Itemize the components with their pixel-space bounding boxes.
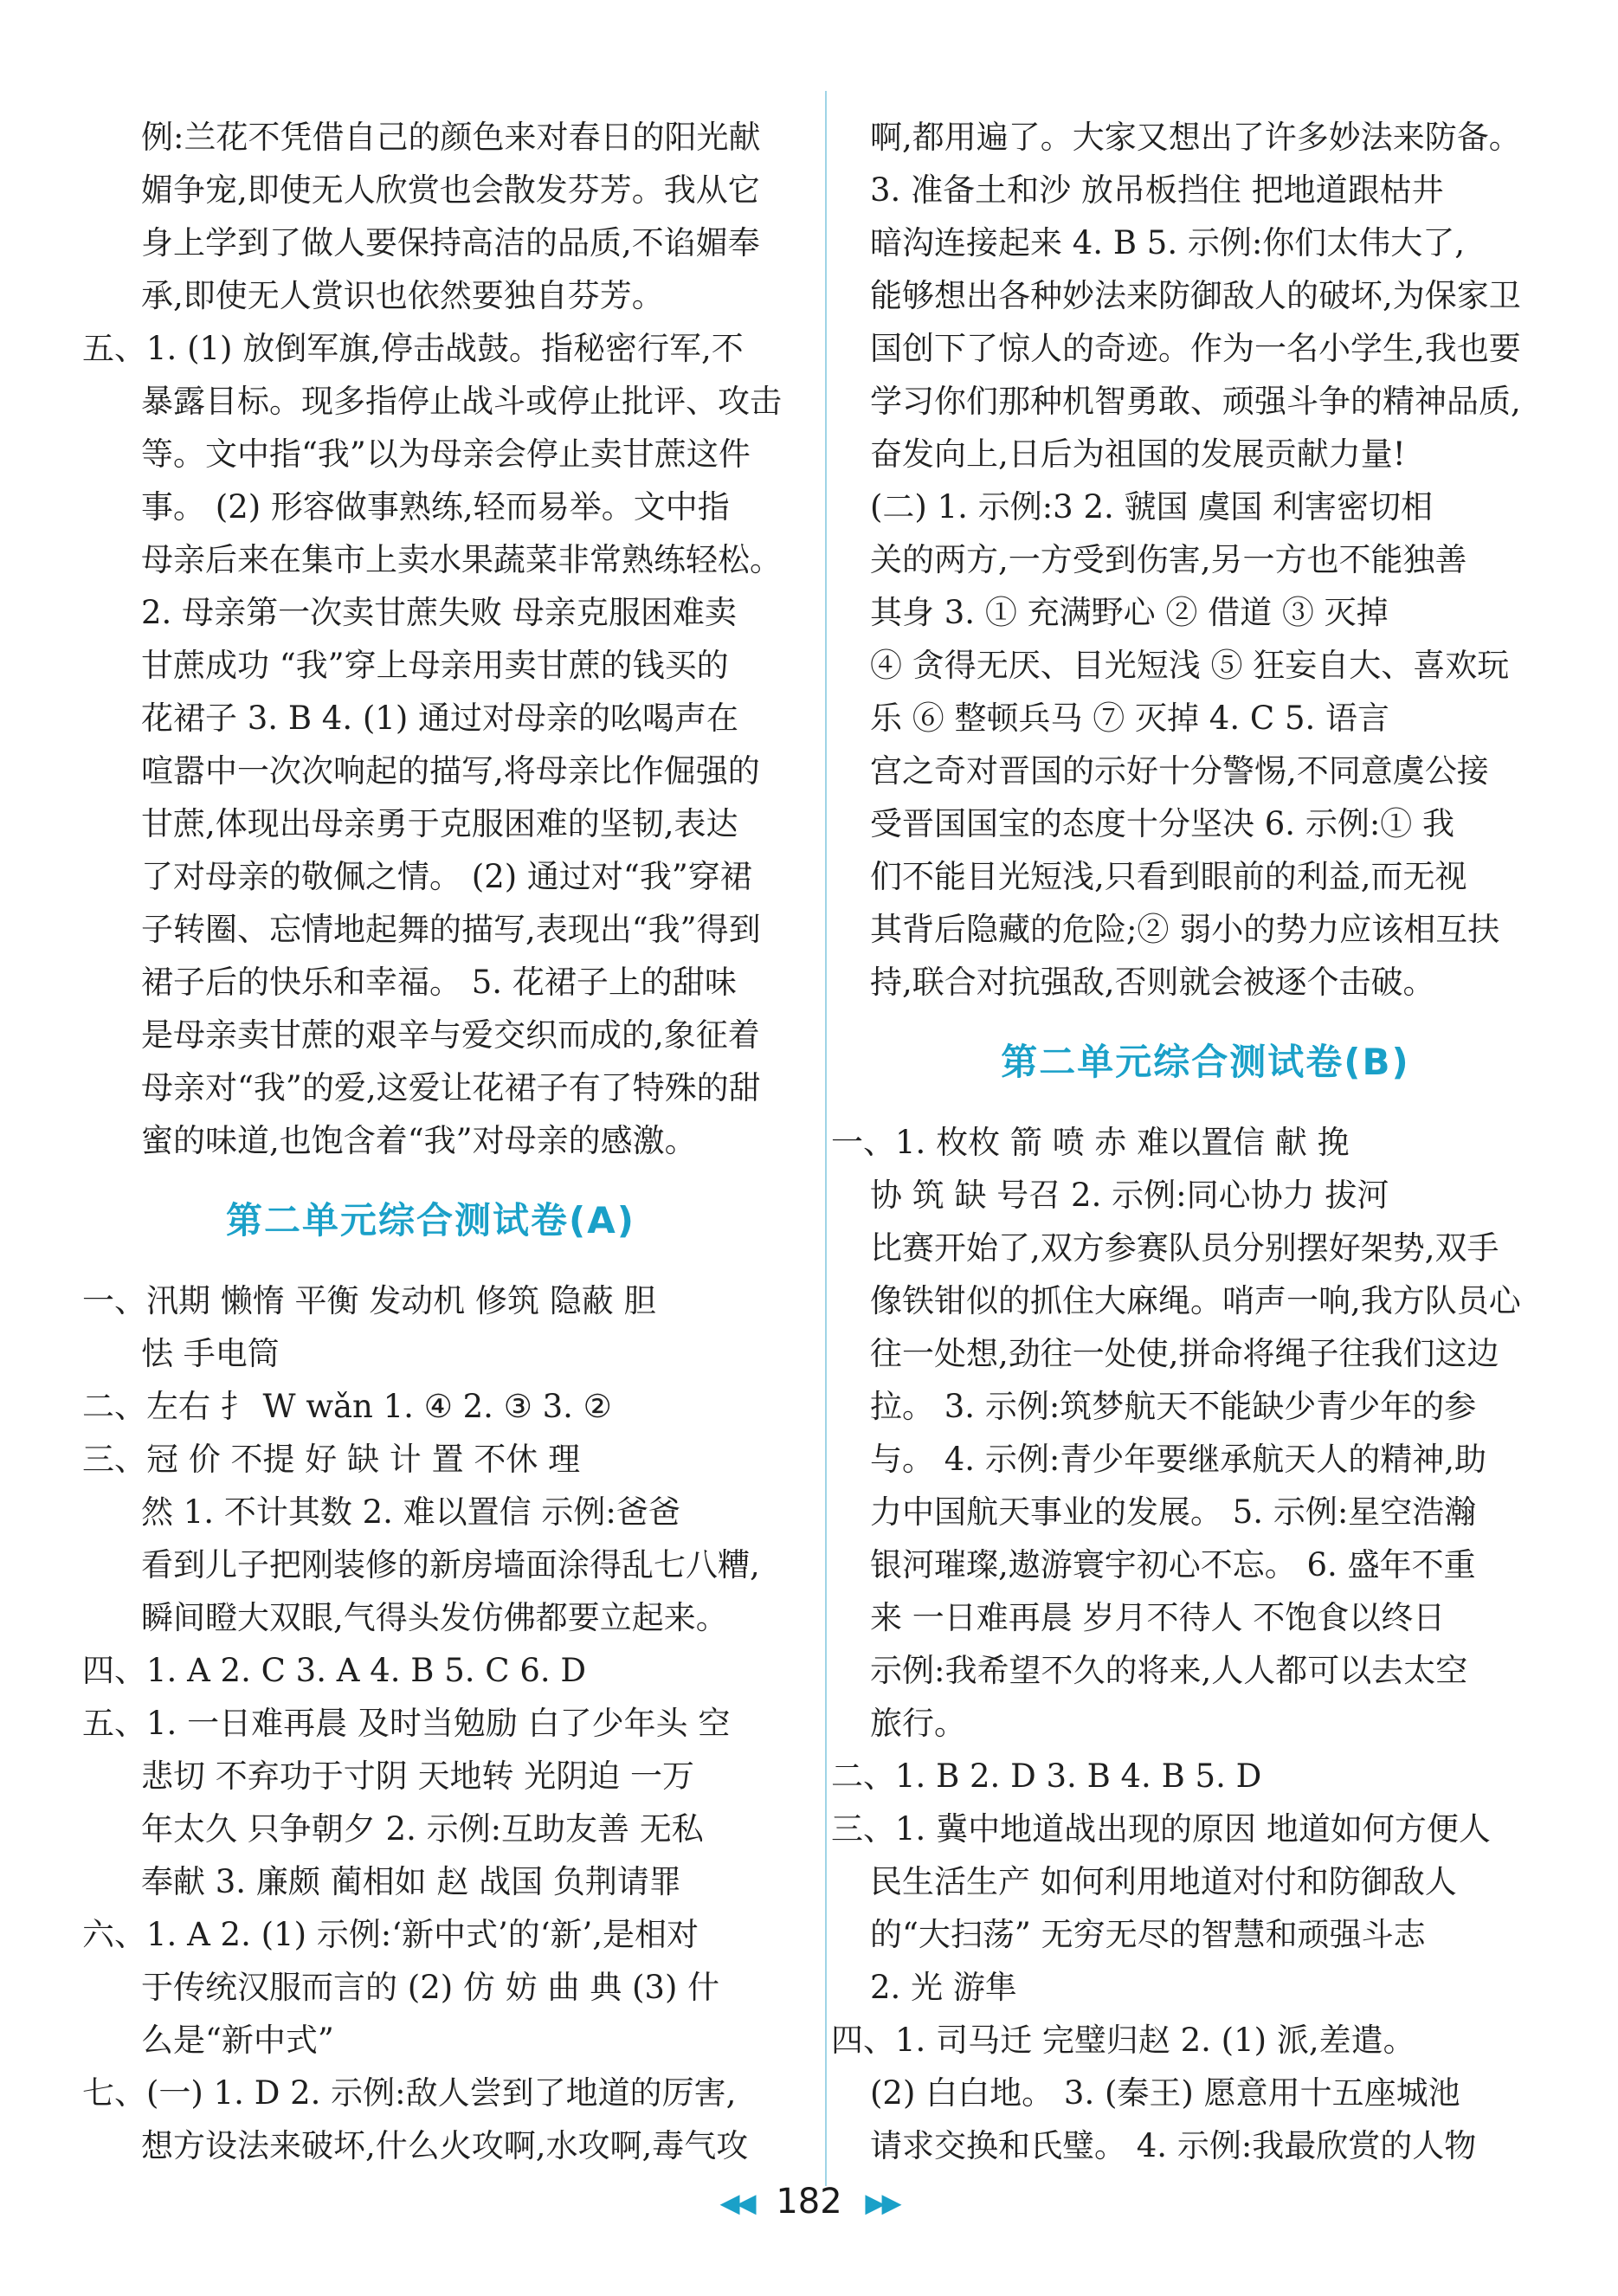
answer-line: ④ 贪得无厌、目光短浅 ⑤ 狂妄自大、喜欢玩 [870, 647, 1510, 684]
answer-line: 其背后隐藏的危险;② 弱小的势力应该相互扶 [870, 911, 1500, 948]
answer-line: 三、冠 价 不提 好 缺 计 置 不休 理 [82, 1441, 581, 1478]
answer-line: 奋发向上,日后为祖国的发展贡献力量! [870, 435, 1406, 473]
answer-line: 国创下了惊人的奇迹。作为一名小学生,我也要 [870, 330, 1521, 367]
section-heading: 第二单元综合测试卷(B) [1001, 1041, 1410, 1083]
answer-line: 们不能目光短浅,只看到眼前的利益,而无视 [870, 858, 1467, 895]
answer-line: 身上学到了做人要保持高洁的品质,不谄媚奉 [141, 224, 760, 261]
answer-line: 的“大扫荡” 无穷无尽的智慧和顽强斗志 [870, 1916, 1426, 1953]
answer-line: 暗沟连接起来 4. B 5. 示例:你们太伟大了, [870, 224, 1466, 261]
answer-line: 六、1. A 2. (1) 示例:‘新中式’的‘新’,是相对 [82, 1916, 699, 1953]
answer-line: 么是“新中式” [141, 2022, 334, 2059]
prev-arrows-icon: ◀◀ [719, 2188, 753, 2219]
answer-line: 关的两方,一方受到伤害,另一方也不能独善 [870, 541, 1467, 578]
answer-line: 于传统汉服而言的 (2) 仿 妨 曲 典 (3) 什 [141, 1969, 720, 2006]
answer-line: 示例:我希望不久的将来,人人都可以去太空 [870, 1652, 1468, 1689]
answer-line: 五、1. 一日难再晨 及时当勉励 白了少年头 空 [82, 1705, 731, 1742]
answer-line: 一、汛期 懒惰 平衡 发动机 修筑 隐蔽 胆 [82, 1282, 656, 1319]
answer-line: 像铁钳似的抓住大麻绳。哨声一响,我方队员心 [870, 1282, 1521, 1319]
column-divider [825, 91, 827, 2186]
answer-line: 奉献 3. 廉颇 蔺相如 赵 战国 负荆请罪 [141, 1863, 681, 1900]
page-footer [0, 2182, 1618, 2222]
answer-line: 请求交换和氏璧。 4. 示例:我最欣赏的人物 [870, 2127, 1477, 2164]
answer-line: 蜜的味道,也饱含着“我”对母亲的感激。 [141, 1122, 697, 1159]
answer-line: 七、(一) 1. D 2. 示例:敌人尝到了地道的厉害, [82, 2074, 737, 2112]
answer-line: 暴露目标。现多指停止战斗或停止批评、攻击 [141, 383, 782, 420]
answer-line: 力中国航天事业的发展。 5. 示例:星空浩瀚 [870, 1493, 1477, 1531]
next-arrows-icon: ▶▶ [865, 2188, 899, 2219]
answer-line: 协 筑 缺 号召 2. 示例:同心协力 拔河 [870, 1177, 1389, 1214]
answer-line: 受晋国国宝的态度十分坚决 6. 示例:① 我 [870, 805, 1455, 842]
answer-line: 比赛开始了,双方参赛队员分别摆好架势,双手 [870, 1229, 1499, 1267]
answer-line: 四、1. 司马迁 完璧归赵 2. (1) 派,差遣。 [831, 2022, 1415, 2059]
answer-line: 年太久 只争朝夕 2. 示例:互助友善 无私 [141, 1810, 704, 1848]
right-column [831, 111, 1541, 2172]
answer-line: 了对母亲的敬佩之情。 (2) 通过对“我”穿裙 [141, 858, 752, 895]
answer-line: 承,即使无人赏识也依然要独自芬芳。 [141, 277, 664, 314]
answer-line: 花裙子 3. B 4. (1) 通过对母亲的吆喝声在 [141, 700, 739, 737]
answer-line: 民生活生产 如何利用地道对付和防御敌人 [870, 1863, 1457, 1900]
answer-line: 来 一日难再晨 岁月不待人 不饱食以终日 [870, 1599, 1446, 1636]
answer-line: 悲切 不弃功于寸阴 天地转 光阴迫 一万 [141, 1757, 695, 1795]
answer-line: 事。 (2) 形容做事熟练,轻而易举。文中指 [141, 488, 730, 526]
answer-line: 是母亲卖甘蔗的艰辛与爱交织而成的,象征着 [141, 1016, 760, 1054]
answer-line: 子转圈、忘情地起舞的描写,表现出“我”得到 [141, 911, 761, 948]
answer-line: (二) 1. 示例:3 2. 虢国 虞国 利害密切相 [870, 488, 1434, 526]
page-number: 182 [776, 2182, 842, 2222]
left-column [82, 111, 782, 2172]
answer-line: 持,联合对抗强敌,否则就会被逐个击破。 [870, 964, 1435, 1001]
answer-line: 三、1. 冀中地道战出现的原因 地道如何方便人 [831, 1810, 1491, 1848]
answer-line: 甘蔗,体现出母亲勇于克服困难的坚韧,表达 [141, 805, 738, 842]
answer-line: 甘蔗成功 “我”穿上母亲用卖甘蔗的钱买的 [141, 647, 729, 684]
answer-line: 裙子后的快乐和幸福。 5. 花裙子上的甜味 [141, 964, 737, 1001]
answer-line: 3. 准备土和沙 放吊板挡住 把地道跟枯井 [870, 171, 1444, 209]
answer-line: 二、1. B 2. D 3. B 4. B 5. D [831, 1757, 1262, 1795]
section-heading: 第二单元综合测试卷(A) [226, 1199, 635, 1242]
answer-line: 往一处想,劲往一处使,拼命将绳子往我们这边 [870, 1335, 1499, 1372]
answer-line: 看到儿子把刚装修的新房墙面涂得乱七八糟, [141, 1546, 760, 1583]
answer-line: 与。 4. 示例:青少年要继承航天人的精神,助 [870, 1441, 1487, 1478]
answer-line: 怯 手电筒 [141, 1335, 280, 1372]
answer-line: 媚争宠,即使无人欣赏也会散发芬芳。我从它 [141, 171, 760, 209]
answer-line: 喧嚣中一次次响起的描写,将母亲比作倔强的 [141, 752, 760, 790]
answer-line: 2. 光 游隼 [870, 1969, 1017, 2006]
answer-line: 二、左右 扌 W wǎn 1. ④ 2. ③ 3. ② [82, 1388, 612, 1425]
answer-line: 旅行。 [870, 1705, 966, 1742]
answer-line: 瞬间瞪大双眼,气得头发仿佛都要立起来。 [141, 1599, 728, 1636]
answer-line: 能够想出各种妙法来防御敌人的破坏,为保家卫 [870, 277, 1521, 314]
answer-line: 学习你们那种机智勇敢、顽强斗争的精神品质, [870, 383, 1521, 420]
answer-line: 例:兰花不凭借自己的颜色来对春日的阳光献 [141, 119, 761, 156]
answer-line: 等。文中指“我”以为母亲会停止卖甘蔗这件 [141, 435, 751, 473]
answer-line: 乐 ⑥ 整顿兵马 ⑦ 灭掉 4. C 5. 语言 [870, 700, 1390, 737]
answer-line: 银河璀璨,遨游寰宇初心不忘。 6. 盛年不重 [870, 1546, 1476, 1583]
answer-line: 2. 母亲第一次卖甘蔗失败 母亲克服困难卖 [141, 594, 737, 631]
answer-line: 想方设法来破坏,什么火攻啊,水攻啊,毒气攻 [141, 2127, 749, 2164]
answer-line: 啊,都用遍了。大家又想出了许多妙法来防备。 [870, 119, 1521, 156]
answer-line: 一、1. 枚枚 箭 喷 赤 难以置信 献 挽 [831, 1124, 1350, 1161]
answer-line: 其身 3. ① 充满野心 ② 借道 ③ 灭掉 [870, 594, 1389, 631]
answer-line: 母亲对“我”的爱,这爱让花裙子有了特殊的甜 [141, 1069, 761, 1106]
answer-line: (2) 白白地。 3. (秦王) 愿意用十五座城池 [870, 2074, 1460, 2112]
answer-line: 五、1. (1) 放倒军旗,停击战鼓。指秘密行军,不 [82, 330, 744, 367]
answer-line: 然 1. 不计其数 2. 难以置信 示例:爸爸 [141, 1493, 680, 1531]
answer-line: 四、1. A 2. C 3. A 4. B 5. C 6. D [82, 1652, 587, 1689]
answer-line: 拉。 3. 示例:筑梦航天不能缺少青少年的参 [870, 1388, 1477, 1425]
answer-line: 宫之奇对晋国的示好十分警惕,不同意虞公接 [870, 752, 1489, 790]
answer-line: 母亲后来在集市上卖水果蔬菜非常熟练轻松。 [141, 541, 782, 578]
